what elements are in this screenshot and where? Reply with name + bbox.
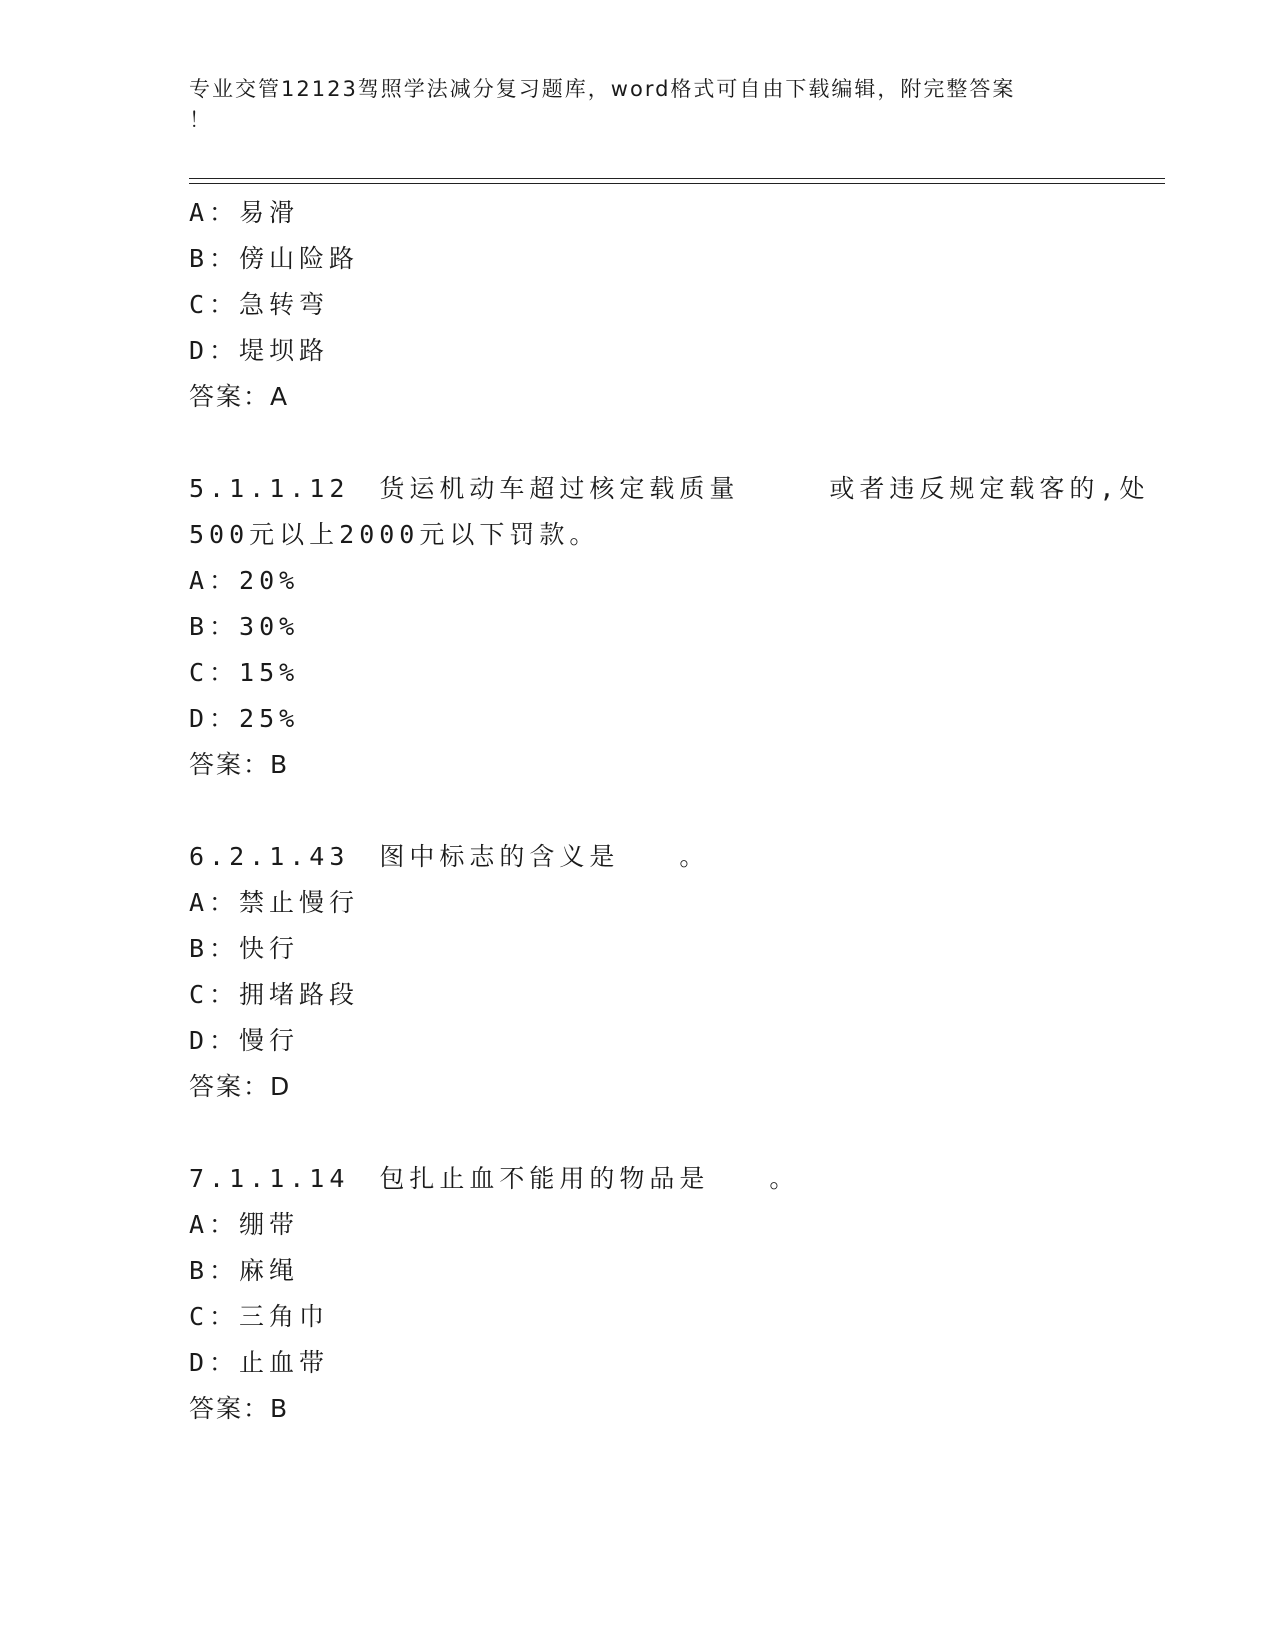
- question-block: [189, 190, 1139, 420]
- question-stem-line-1: 6.2.1.43 图中标志的含义是 。: [189, 842, 710, 871]
- option-d: D：止血带: [189, 1348, 330, 1377]
- option-a: A：绷带: [189, 1210, 300, 1239]
- option-c: C：拥堵路段: [189, 980, 360, 1009]
- question-stem-line-2: 500元以上2000元以下罚款。: [189, 520, 600, 549]
- option-c: C：三角巾: [189, 1302, 330, 1331]
- option-b: B：快行: [189, 934, 300, 963]
- block-spacer: [189, 420, 1139, 466]
- option-d: D：25%: [189, 704, 300, 733]
- option-d: D：堤坝路: [189, 336, 330, 365]
- question-block: [189, 834, 1139, 1110]
- option-d: D：慢行: [189, 1026, 300, 1055]
- answer-line: 答案：D: [189, 1072, 292, 1101]
- answer-line: 答案：A: [189, 382, 290, 411]
- answer-line: 答案：B: [189, 1394, 290, 1423]
- header-line-2: ！: [189, 108, 212, 132]
- document-header: [189, 74, 1089, 136]
- option-c: C：急转弯: [189, 290, 330, 319]
- option-a: A：易滑: [189, 198, 300, 227]
- question-block: [189, 466, 1150, 788]
- question-list: [189, 190, 1150, 1432]
- header-line-1: 专业交管12123驾照学法减分复习题库，word格式可自由下载编辑，附完整答案: [189, 77, 1016, 101]
- option-a: A：禁止慢行: [189, 888, 360, 917]
- question-stem-line-1: 5.1.1.12 货运机动车超过核定载质量 或者违反规定载客的,处: [189, 474, 1150, 503]
- header-divider-bottom: [189, 183, 1165, 184]
- question-block: [189, 1156, 1139, 1432]
- block-spacer: [189, 1110, 1139, 1156]
- answer-line: 答案：B: [189, 750, 290, 779]
- question-stem-line-1: 7.1.1.14 包扎止血不能用的物品是 。: [189, 1164, 800, 1193]
- block-spacer: [189, 788, 1139, 834]
- option-b: B：傍山险路: [189, 244, 360, 273]
- header-divider-top: [189, 178, 1165, 179]
- option-b: B：30%: [189, 612, 300, 641]
- option-c: C：15%: [189, 658, 300, 687]
- option-a: A：20%: [189, 566, 300, 595]
- option-b: B：麻绳: [189, 1256, 300, 1285]
